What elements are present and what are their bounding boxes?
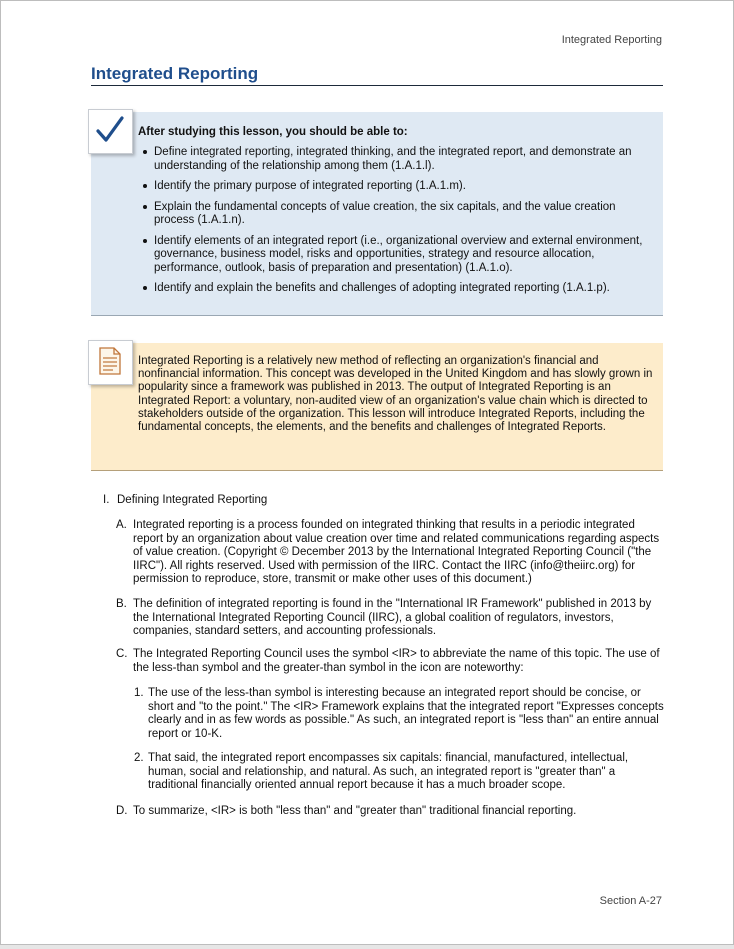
title-divider xyxy=(91,85,663,86)
objective-item: Identify and explain the benefits and challenges of adopting integrated reporting (1.A.1.p). xyxy=(154,282,654,296)
section-heading-text: Defining Integrated Reporting xyxy=(117,494,268,506)
page-title: Integrated Reporting xyxy=(91,64,259,83)
objective-item: Explain the fundamental concepts of value creation, the six capitals, and the value creation process (1.A.1.n). xyxy=(154,201,654,228)
outline-item-d xyxy=(116,805,665,819)
introduction-text: Integrated Reporting is a relatively new method of reflecting an organization's financial and nonfinancial information. This concept was developed in the United Kingdom and has slowly grown in popularity since a framework was published in 2013. The output of Integrated Reporting is an Integrated Report: a voluntary, non-audited view of an organization's value chain which is directed to stakeholders outside of the organization. This lesson will introduce Integrated Reports, including the fundamental concepts, the elements, and the benefits and challenges of Integrated Reports. xyxy=(138,355,653,434)
objectives-heading: After studying this lesson, you should be able to: xyxy=(138,126,408,138)
item-text: The definition of integrated reporting is found in the "International IR Framework" published in 2013 by the International Integrated Reporting Council (IIRC), a global coalition of regulators, investors, companies, standard setters, and accounting professionals. xyxy=(133,598,652,637)
outline-item-a xyxy=(116,519,665,587)
item-text: To summarize, <IR> is both "less than" and "greater than" traditional financial reporting. xyxy=(133,805,577,817)
objectives-list xyxy=(154,146,654,303)
objective-item: Define integrated reporting, integrated thinking, and the integrated report, and demonstrate an understanding of the relationship among them (1.A.1.l). xyxy=(154,146,654,173)
running-header: Integrated Reporting xyxy=(561,34,662,46)
item-marker: 1. xyxy=(134,687,144,699)
objective-item: Identify elements of an integrated report (i.e., organizational overview and external environment, governance, business model, risks and opportunities, strategy and resource allocation, performance, outlook, basis of preparation and presentation) (1.A.1.o). xyxy=(154,235,654,276)
page-edge xyxy=(0,945,734,949)
outline-item-c1 xyxy=(134,687,665,741)
item-marker: B. xyxy=(116,598,127,610)
item-marker: C. xyxy=(116,648,128,660)
item-text: Integrated reporting is a process founded on integrated thinking that results in a periodic integrated report by an organization about value creation over time and related communications regarding aspects of value creation. (Copyright © December 2013 by the International Integrated Reporting Council ("the IIRC"). All rights reserved. Used with permission of the IIRC. Contact the IIRC (info@theiirc.org) for permission to reproduce, store, transmit or make other uses of this document.) xyxy=(133,519,660,585)
outline-item-c2 xyxy=(134,752,665,793)
document-icon xyxy=(88,340,133,385)
section-marker: I. xyxy=(103,494,110,506)
item-marker: 2. xyxy=(134,752,144,764)
outline-item-b xyxy=(116,598,665,639)
learning-objectives-box xyxy=(91,112,663,316)
item-text: That said, the integrated report encompasses six capitals: financial, manufactured, intellectual, human, social and relationship, and natural. As such, an integrated report is "greater than" a traditional financially oriented annual report because it has a much broader scope. xyxy=(148,752,629,791)
item-text: The use of the less-than symbol is interesting because an integrated report should be concise, or short and "to the point." The <IR> Framework explains that the integrated report "Expresses concepts clearly and in as few words as possible." As such, an integrated report is "less than" an entire annual report or 10-K. xyxy=(148,687,664,740)
objective-item: Identify the primary purpose of integrated reporting (1.A.1.m). xyxy=(154,180,654,194)
outline-item-c xyxy=(116,648,665,675)
item-text: The Integrated Reporting Council uses the symbol <IR> to abbreviate the name of this topic. The use of the less-than symbol and the greater-than symbol in the icon are noteworthy: xyxy=(133,648,660,674)
introduction-box xyxy=(91,343,663,471)
item-marker: D. xyxy=(116,805,128,817)
page-footer: Section A-27 xyxy=(599,895,662,907)
item-marker: A. xyxy=(116,519,127,531)
section-heading xyxy=(103,494,663,508)
checkmark-icon xyxy=(88,109,133,154)
outline xyxy=(103,494,664,817)
